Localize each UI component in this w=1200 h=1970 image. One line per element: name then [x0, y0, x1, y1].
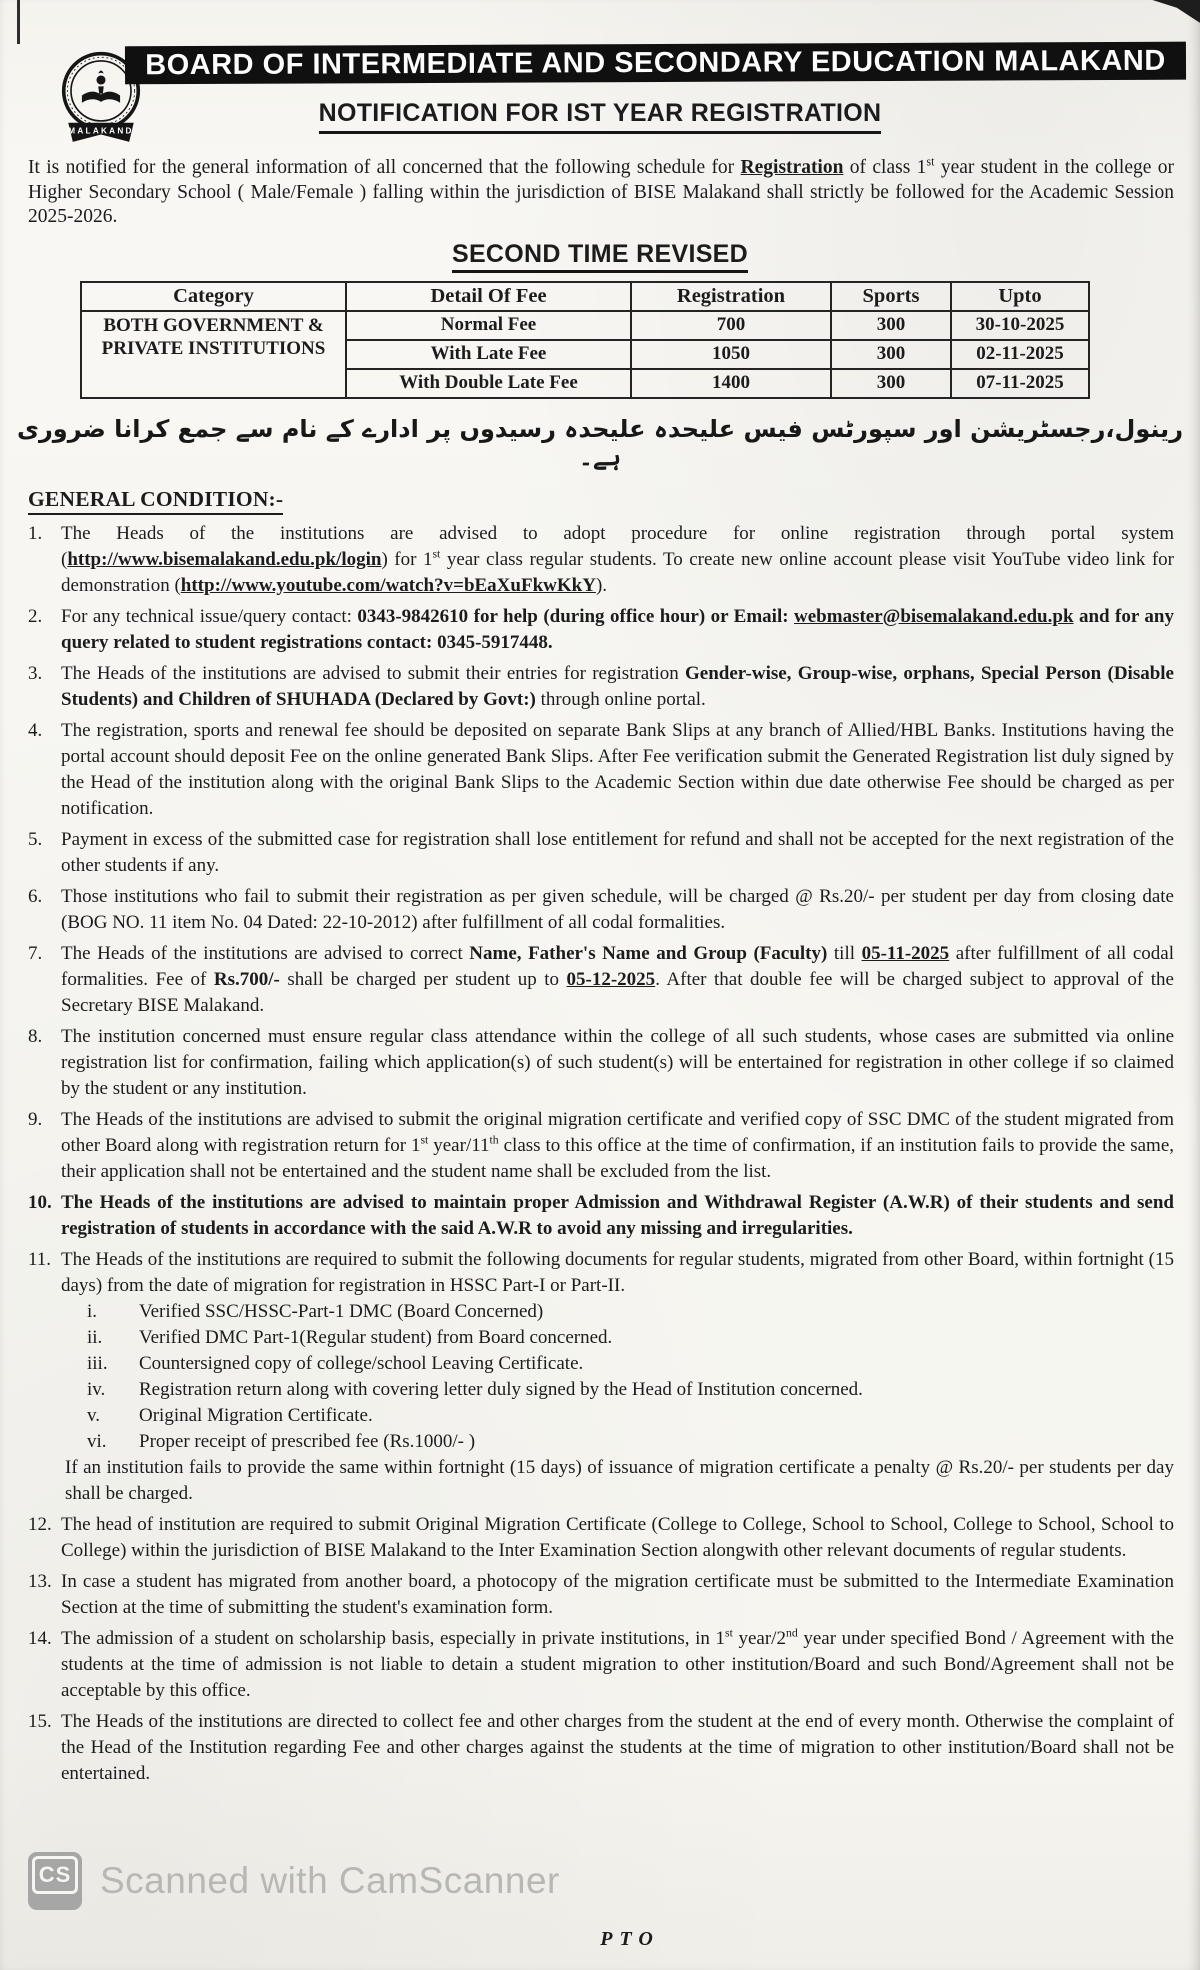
- condition-text: [61, 718, 1174, 822]
- text-segment: Gender-wise, Group-wise, orphans, Special Person (Disable Students) and Children of SHUHADA (Declared by Govt:): [61, 662, 1174, 710]
- fee-header: Detail Of Fee: [346, 282, 631, 311]
- text-segment: The Heads of the institutions are advised to submit the original migration certificate and verified copy of SSC DMC of the student migrated from other Board along with registration return for 1: [61, 1108, 1174, 1156]
- condition-text: [61, 941, 1174, 1019]
- condition-text: [61, 1107, 1174, 1185]
- youtube-link: http://www.youtube.com/watch?v=bEaXuFkwKkY: [180, 574, 596, 596]
- condition-text: [61, 521, 1174, 599]
- text-segment: through online portal.: [535, 688, 706, 710]
- subitem-numeral: v.: [87, 1404, 101, 1426]
- text-segment: The Heads of the institutions are advised to adopt procedure for online registration through portal system (: [61, 522, 1174, 570]
- subitem-numeral: iv.: [87, 1378, 106, 1400]
- condition-item: [28, 1569, 1174, 1621]
- revision-title: SECOND TIME REVISED: [452, 240, 748, 273]
- condition-item: [28, 941, 1174, 1019]
- fee-sports: 300: [831, 340, 951, 369]
- condition-text: [61, 604, 1174, 656]
- subitem-numeral: iii.: [87, 1352, 108, 1374]
- condition-item: [28, 884, 1174, 936]
- text-segment: st: [725, 1626, 733, 1640]
- condition-subitem: [61, 1403, 1174, 1429]
- subitem-text: Proper receipt of prescribed fee (Rs.1000/- ): [139, 1430, 476, 1452]
- text-segment: year student in the college or Higher Secondary School ( Male/Female ) falling within the jurisdiction of BISE Malakand shall strictly be followed for the Academic Session 2025-2026.: [28, 157, 1174, 227]
- condition-number: 10.: [28, 1191, 52, 1213]
- condition-item: [28, 1190, 1174, 1242]
- condition-number: 9.: [28, 1108, 43, 1130]
- camscanner-watermark: [28, 1852, 560, 1910]
- text-segment: year under specified Bond / Agreement with the students at the time of admission is not liable to detain a student migration to other institution/Board and such Bond/Agreement shall not be acceptable by this office.: [61, 1627, 1174, 1701]
- condition-number: 14.: [28, 1627, 52, 1649]
- condition-continuation: If an institution fails to provide the same within fortnight (15 days) of issuance of migration certificate a penalty @ Rs.20/- per students per day shall be charged.: [65, 1456, 1174, 1504]
- subitem-text: Original Migration Certificate.: [139, 1404, 373, 1426]
- text-segment: The admission of a student on scholarship basis, especially in private institutions, in 1: [61, 1627, 726, 1649]
- condition-text: [61, 1626, 1174, 1704]
- fee-registration: 700: [631, 311, 831, 340]
- condition-subitem: [61, 1325, 1174, 1351]
- subitem-text: Verified DMC Part-1(Regular student) from Board concerned.: [139, 1326, 613, 1348]
- condition-number: 13.: [28, 1570, 52, 1592]
- camscanner-icon: [28, 1852, 82, 1910]
- page-title: NOTIFICATION FOR IST YEAR REGISTRATION: [319, 99, 882, 134]
- conditions-list: [28, 521, 1174, 1787]
- condition-number: 2.: [28, 605, 43, 627]
- condition-subitem: [61, 1377, 1174, 1403]
- condition-text: [61, 1024, 1174, 1102]
- webmaster-email: webmaster@bisemalakand.edu.pk: [794, 605, 1074, 627]
- text-segment: The head of institution are required to submit Original Migration Certificate (College to College, School to School, College to School, School to College) within the jurisdiction of BISE Malakand to the Inter Examination Section alongwith other relevant documents of regular students.: [61, 1513, 1174, 1561]
- condition-text: [61, 661, 1174, 713]
- fee-header: Registration: [631, 282, 831, 311]
- condition-number: 15.: [28, 1710, 52, 1732]
- subitem-numeral: vi.: [87, 1430, 107, 1452]
- condition-text: [61, 827, 1174, 879]
- condition-number: 1.: [28, 522, 43, 544]
- fee-detail: With Late Fee: [346, 340, 631, 369]
- subitem-numeral: ii.: [87, 1326, 103, 1348]
- urdu-note: رینول،رجسٹریشن اور سپورٹس فیس علیحدہ علیحدہ رسیدوں پر ادارے کے نام سے جمع کرانا ضروری ہے۔: [16, 414, 1184, 471]
- condition-item: [28, 1247, 1174, 1507]
- text-segment: Rs.700/-: [213, 968, 280, 990]
- condition-item: [28, 1709, 1174, 1787]
- condition-item: [28, 827, 1174, 879]
- text-segment: st: [432, 547, 441, 561]
- condition-item: [28, 661, 1174, 713]
- text-segment: shall be charged per student up to: [279, 968, 567, 990]
- text-segment: ).: [595, 574, 608, 596]
- text-segment: 05-12-2025: [566, 968, 656, 990]
- text-segment: nd: [785, 1626, 798, 1640]
- condition-item: [28, 1626, 1174, 1704]
- text-segment: The Heads of the institutions are advised to correct: [61, 942, 470, 964]
- text-segment: The Heads of the institutions are directed to collect fee and other charges from the student at the end of every month. Otherwise the complaint of the Head of the Institution regarding Fee and other charges against the students at the time of migration to other institution/Board shall not be entertained.: [61, 1710, 1174, 1784]
- fee-detail: With Double Late Fee: [346, 369, 631, 398]
- text-segment: year class regular students. To create new online account please visit YouTube video link for demonstration (: [61, 548, 1174, 596]
- condition-number: 12.: [28, 1513, 52, 1535]
- fee-upto: 07-11-2025: [951, 369, 1089, 398]
- text-segment: class to this office at the time of confirmation, if an institution fails to provide the same, their application shall not be entertained and the student name shall be excluded from the list.: [61, 1134, 1175, 1182]
- condition-item: [28, 1107, 1174, 1185]
- pto-label: PTO: [600, 1928, 660, 1950]
- fee-category: BOTH GOVERNMENT & PRIVATE INSTITUTIONS: [81, 311, 346, 398]
- text-segment: st: [420, 1133, 429, 1147]
- document-header: [0, 44, 1200, 146]
- text-segment: For any technical issue/query contact:: [61, 605, 358, 627]
- subitem-text: Registration return along with covering letter duly signed by the Head of Institution concerned.: [139, 1378, 863, 1400]
- portal-link: http://www.bisemalakand.edu.pk/login: [67, 548, 382, 570]
- fee-upto: 02-11-2025: [951, 340, 1089, 369]
- scan-artifact: [1142, 0, 1200, 26]
- text-segment: 0343-9842610 for help (during office hour) or Email:: [357, 605, 795, 627]
- condition-item: [28, 1024, 1174, 1102]
- text-segment: th: [489, 1133, 499, 1147]
- condition-number: 7.: [28, 942, 43, 964]
- condition-number: 11.: [28, 1248, 52, 1270]
- fee-header: Upto: [951, 282, 1089, 311]
- board-name-banner: BOARD OF INTERMEDIATE AND SECONDARY EDUCATION MALAKAND: [125, 42, 1186, 85]
- text-segment: . After that double fee will be charged subject to approval of the Secretary BISE Malakand.: [61, 968, 1174, 1016]
- text-segment: The Heads of the institutions are advised to submit their entries for registration: [61, 662, 686, 684]
- condition-number: 6.: [28, 885, 43, 907]
- fee-row: [81, 311, 1089, 340]
- condition-number: 8.: [28, 1025, 43, 1047]
- condition-text: [61, 884, 1174, 936]
- fee-table-head-row: [81, 282, 1089, 311]
- text-segment: The Heads of the institutions are advised to maintain proper Admission and Withdrawal Register (A.W.R) of their students and send registration of students in accordance with the said A.W.R to avoid any missing and irregularities.: [61, 1191, 1174, 1239]
- text-segment: and for any query related to student registrations contact: 0345-5917448.: [61, 605, 1175, 653]
- intro-paragraph: [28, 156, 1174, 230]
- watermark-text: Scanned with CamScanner: [100, 1860, 560, 1901]
- text-segment: The Heads of the institutions are required to submit the following documents for regular students, migrated from other Board, within fortnight (15 days) from the date of migration for registration in HSSC Part-I or Part-II.: [61, 1248, 1174, 1296]
- condition-number: 3.: [28, 662, 43, 684]
- fee-sports: 300: [831, 311, 951, 340]
- text-segment: st: [926, 154, 935, 169]
- text-segment: after fulfillment of all codal formalities. Fee of: [61, 942, 1174, 990]
- text-segment: of class 1: [843, 157, 927, 178]
- condition-text: [61, 1190, 1174, 1242]
- condition-item: [28, 521, 1174, 599]
- fee-registration: 1400: [631, 369, 831, 398]
- subitem-text: Countersigned copy of college/school Leaving Certificate.: [139, 1352, 584, 1374]
- text-segment: The institution concerned must ensure regular class attendance within the college of all such students, whose cases are submitted via online registration list for confirmation, failing which application(s) of such student(s) will be entertained for registration in other college if so claimed by the student or any institution.: [61, 1025, 1174, 1099]
- fee-table-body: [81, 311, 1089, 398]
- text-segment: Payment in excess of the submitted case for registration shall lose entitlement for refund and shall not be accepted for the next registration of the other students if any.: [61, 828, 1174, 876]
- condition-item: [28, 718, 1174, 822]
- condition-item: [28, 1512, 1174, 1564]
- text-segment: year/2: [732, 1627, 786, 1649]
- condition-subitem: [61, 1429, 1174, 1455]
- condition-subitem: [61, 1299, 1174, 1325]
- condition-number: 4.: [28, 719, 43, 741]
- condition-text: [61, 1512, 1174, 1564]
- logo-ribbon-label: MALAKAND: [68, 126, 134, 136]
- condition-subitem: [61, 1351, 1174, 1377]
- subitem-text: Verified SSC/HSSC-Part-1 DMC (Board Concerned): [139, 1300, 544, 1322]
- text-segment: Registration: [740, 157, 844, 178]
- general-conditions-heading: GENERAL CONDITION:-: [28, 487, 283, 515]
- condition-text: [61, 1247, 1174, 1507]
- text-segment: year/11: [428, 1134, 490, 1156]
- text-segment: ) for 1: [381, 548, 433, 570]
- fee-upto: 30-10-2025: [951, 311, 1089, 340]
- camscanner-icon-label: CS: [32, 1856, 78, 1894]
- text-segment: 05-11-2025: [861, 942, 950, 964]
- condition-number: 5.: [28, 828, 43, 850]
- fee-header: Category: [81, 282, 346, 311]
- condition-item: [28, 604, 1174, 656]
- fee-sports: 300: [831, 369, 951, 398]
- text-segment: Those institutions who fail to submit their registration as per given schedule, will be charged @ Rs.20/- per student per day from closing date (BOG NO. 11 item No. 04 Dated: 22-10-2012) after fulfillment of all codal formalities.: [61, 885, 1174, 933]
- condition-text: [61, 1709, 1174, 1787]
- text-segment: Name, Father's Name and Group (Faculty): [469, 942, 828, 964]
- condition-text: [61, 1569, 1174, 1621]
- text-segment: It is notified for the general information of all concerned that the following schedule for: [28, 157, 741, 178]
- fee-detail: Normal Fee: [346, 311, 631, 340]
- scan-artifact: [17, 0, 20, 44]
- text-segment: The registration, sports and renewal fee should be deposited on separate Bank Slips at any branch of Allied/HBL Banks. Institutions having the portal account should deposit Fee on the online generated Bank Slips. After Fee verification submit the Generated Registration list duly signed by the Head of the institution along with the original Bank Slips to the Academic Section within due date otherwise Fee should be charged as per notification.: [61, 719, 1174, 819]
- fee-header: Sports: [831, 282, 951, 311]
- fee-schedule-table: [80, 281, 1090, 399]
- subitem-numeral: i.: [87, 1300, 98, 1322]
- fee-registration: 1050: [631, 340, 831, 369]
- text-segment: In case a student has migrated from another board, a photocopy of the migration certificate must be submitted to the Intermediate Examination Section at the time of submitting the student's examination form.: [61, 1570, 1174, 1618]
- text-segment: till: [827, 942, 862, 964]
